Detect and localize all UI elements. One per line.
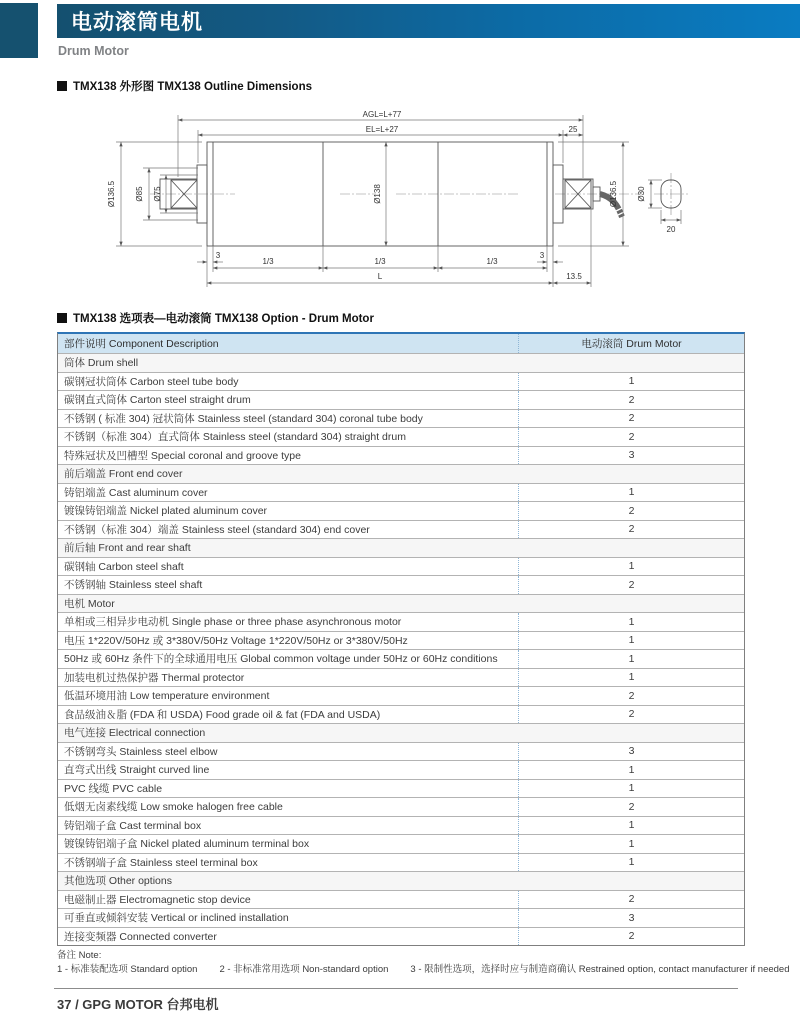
component-description: 不锈钢（标准 304）直式筒体 Stainless steel (standard 304) straight drum <box>64 431 406 444</box>
option-table <box>57 332 745 946</box>
option-value: 1 <box>518 484 744 502</box>
table-header-row <box>58 334 744 353</box>
option-value: 2 <box>518 391 744 409</box>
option-value: 1 <box>518 780 744 798</box>
component-description: 直弯式出线 Straight curved line <box>64 764 210 777</box>
dim-label-dia30: Ø30 <box>637 186 646 202</box>
component-description: 电磁制止器 Electromagnetic stop device <box>64 893 251 906</box>
component-description: 50Hz 或 60Hz 条件下的全球通用电压 Global common voltage under 50Hz or 60Hz conditions <box>64 653 498 666</box>
dim-label-3-left: 3 <box>215 251 221 260</box>
table-row <box>58 612 744 631</box>
brand-corner-block <box>0 3 38 58</box>
option-value: 1 <box>518 835 744 853</box>
component-description: 食品级油＆脂 (FDA 和 USDA) Food grade oil & fat (FDA and USDA) <box>64 708 381 721</box>
table-row <box>58 779 744 798</box>
table-group-row <box>58 464 744 483</box>
group-label: 筒体 Drum shell <box>64 357 139 370</box>
component-description: 可垂直或倾斜安装 Vertical or inclined installation <box>64 912 289 925</box>
component-description: 连接变频器 Connected converter <box>64 930 217 943</box>
option-value: 2 <box>518 502 744 520</box>
table-row <box>58 853 744 872</box>
table-row <box>58 797 744 816</box>
option-value: 1 <box>518 632 744 650</box>
option-value: 1 <box>518 817 744 835</box>
table-row <box>58 760 744 779</box>
group-label: 其他选项 Other options <box>64 875 172 888</box>
table-row <box>58 372 744 391</box>
dim-label-dia138: Ø138 <box>373 184 382 204</box>
note-label: 备注 Note: <box>57 950 102 961</box>
option-value: 2 <box>518 521 744 539</box>
table-row <box>58 501 744 520</box>
option-value: 2 <box>518 798 744 816</box>
component-description: 镀镍铸铝端盖 Nickel plated aluminum cover <box>64 505 268 518</box>
component-description: 电压 1*220V/50Hz 或 3*380V/50Hz Voltage 1*220V/50Hz or 3*380V/50Hz <box>64 634 408 647</box>
footer-rule <box>54 988 738 989</box>
dim-label-third-2: 1/3 <box>374 257 386 266</box>
table-row <box>58 557 744 576</box>
note-line <box>57 961 789 975</box>
component-description: 加装电机过热保护器 Thermal protector <box>64 671 245 684</box>
note-item-nonstandard: 2 - 非标准常用选项 Non-standard option <box>219 964 389 975</box>
table-row <box>58 409 744 428</box>
page-title: 电动滚筒电机 <box>71 11 203 34</box>
group-label: 前后轴 Front and rear shaft <box>64 542 191 555</box>
dim-label-dia85: Ø85 <box>135 186 144 202</box>
option-value: 2 <box>518 576 744 594</box>
table-group-row <box>58 538 744 557</box>
table-row <box>58 816 744 835</box>
table-header-component: 部件说明 Component Description <box>64 338 219 350</box>
component-description: 不锈钢弯头 Stainless steel elbow <box>64 745 218 758</box>
option-value: 2 <box>518 687 744 705</box>
table-row <box>58 686 744 705</box>
table-row <box>58 427 744 446</box>
section-title-outline-text: TMX138 外形图 TMX138 Outline Dimensions <box>73 81 312 93</box>
dim-label-third-3: 1/3 <box>486 257 498 266</box>
section-title-options <box>57 310 374 326</box>
component-description: 碳钢轴 Carbon steel shaft <box>64 560 184 573</box>
table-row <box>58 742 744 761</box>
option-value: 2 <box>518 891 744 909</box>
option-value: 2 <box>518 928 744 946</box>
dim-label-agl: AGL=L+77 <box>362 110 402 119</box>
option-value: 1 <box>518 761 744 779</box>
section-marker-icon <box>57 81 67 91</box>
note-item-restrained: 3 - 限制性选项，选择时应与制造商确认 Restrained option, contact manufacturer if needed <box>410 964 790 975</box>
dim-label-dia75: Ø75 <box>153 186 162 202</box>
option-value: 3 <box>518 909 744 927</box>
table-row <box>58 927 744 946</box>
section-title-options-text: TMX138 选项表—电动滚筒 TMX138 Option - Drum Motor <box>73 313 374 325</box>
component-description: 不锈钢（标准 304）端盖 Stainless steel (standard 304) end cover <box>64 523 370 536</box>
table-row <box>58 908 744 927</box>
option-value: 1 <box>518 613 744 631</box>
table-row <box>58 520 744 539</box>
table-group-row <box>58 594 744 613</box>
component-description: 不锈钢轴 Stainless steel shaft <box>64 579 203 592</box>
table-group-row <box>58 871 744 890</box>
dim-label-el: EL=L+27 <box>365 125 399 134</box>
table-row <box>58 446 744 465</box>
component-description: 不锈钢 ( 标准 304) 冠状筒体 Stainless steel (standard 304) coronal tube body <box>64 412 423 425</box>
table-row <box>58 631 744 650</box>
dim-label-13-5: 13.5 <box>566 272 582 281</box>
component-description: 单相或三相异步电动机 Single phase or three phase asynchronous motor <box>64 616 402 629</box>
component-description: 镀镍铸铝端子盒 Nickel plated aluminum terminal box <box>64 838 310 851</box>
table-row <box>58 834 744 853</box>
component-description: 铸铝端子盒 Cast terminal box <box>64 819 202 832</box>
page-header-banner <box>57 4 800 38</box>
table-row <box>58 649 744 668</box>
group-label: 前后端盖 Front end cover <box>64 468 183 481</box>
table-row <box>58 390 744 409</box>
dim-label-20: 20 <box>666 225 676 234</box>
group-label: 电机 Motor <box>64 597 115 610</box>
option-value: 1 <box>518 854 744 872</box>
option-value: 1 <box>518 558 744 576</box>
outline-drawing-svg <box>50 105 750 300</box>
table-header-drum-motor: 电动滚筒 Drum Motor <box>518 334 744 353</box>
dim-label-dia136-left: Ø136.5 <box>107 180 116 208</box>
group-label: 电气连接 Electrical connection <box>64 727 206 740</box>
section-marker-icon <box>57 313 67 323</box>
table-group-row <box>58 723 744 742</box>
dim-label-L: L <box>377 272 383 281</box>
table-group-row <box>58 353 744 372</box>
table-row <box>58 705 744 724</box>
page-subtitle: Drum Motor <box>58 44 129 58</box>
table-row <box>58 483 744 502</box>
option-value: 1 <box>518 650 744 668</box>
option-value: 3 <box>518 743 744 761</box>
dim-label-3-right: 3 <box>539 251 545 260</box>
option-value: 1 <box>518 669 744 687</box>
component-description: 低温环境用油 Low temperature environment <box>64 690 270 703</box>
dim-label-third-1: 1/3 <box>262 257 274 266</box>
option-value: 3 <box>518 447 744 465</box>
component-description: 低烟无卤素线缆 Low smoke halogen free cable <box>64 801 283 814</box>
table-row <box>58 575 744 594</box>
outline-drawing <box>50 105 750 300</box>
footer-page-brand: 37 / GPG MOTOR 台邦电机 <box>57 997 219 1012</box>
component-description: 铸铝端盖 Cast aluminum cover <box>64 486 208 499</box>
section-title-outline <box>57 78 312 94</box>
component-description: 碳钢冠状筒体 Carbon steel tube body <box>64 375 239 388</box>
component-description: 特殊冠状及凹槽型 Special coronal and groove type <box>64 449 301 462</box>
option-value: 2 <box>518 706 744 724</box>
dim-label-25: 25 <box>568 125 578 134</box>
table-row <box>58 668 744 687</box>
component-description: 碳钢直式筒体 Carton steel straight drum <box>64 394 251 407</box>
component-description: 不锈钢端子盒 Stainless steel terminal box <box>64 856 258 869</box>
note-item-standard: 1 - 标准装配选项 Standard option <box>57 964 198 975</box>
dim-label-dia136-right: Ø136.5 <box>609 180 618 208</box>
component-description: PVC 线缆 PVC cable <box>64 782 163 795</box>
option-value: 2 <box>518 428 744 446</box>
option-value: 2 <box>518 410 744 428</box>
option-value: 1 <box>518 373 744 391</box>
table-row <box>58 890 744 909</box>
